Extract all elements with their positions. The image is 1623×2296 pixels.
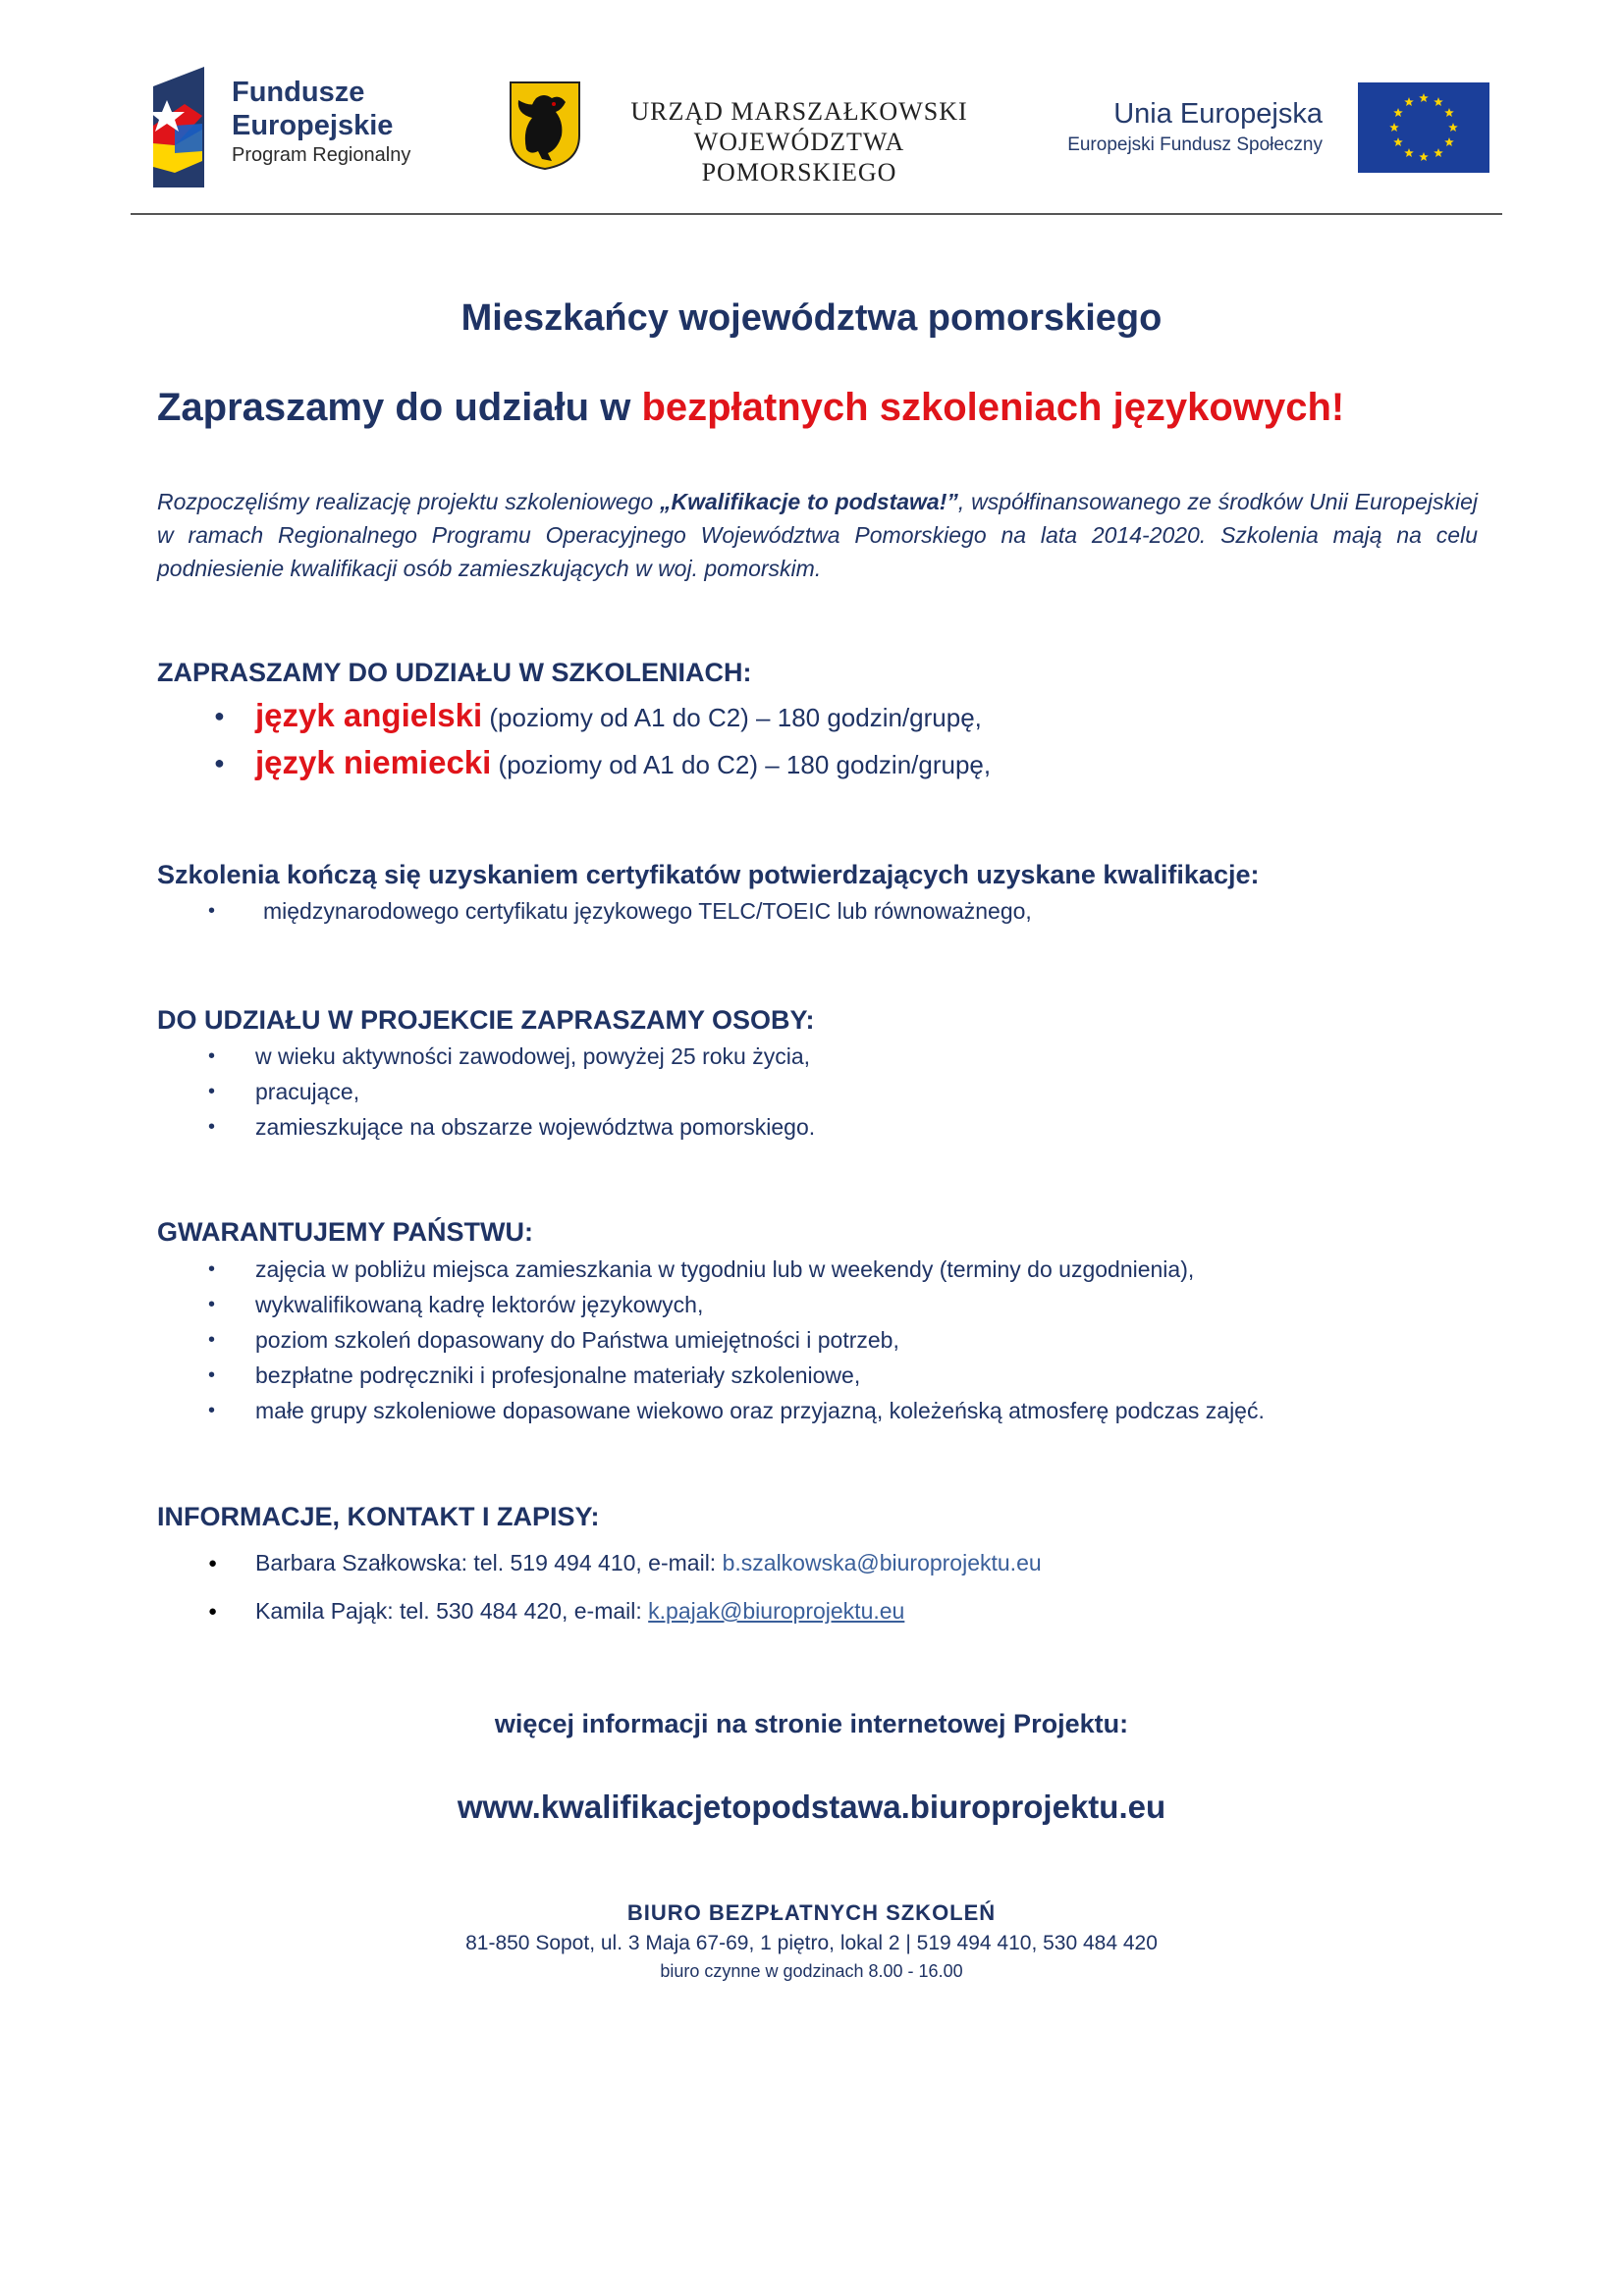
subtitle-highlight: bezpłatnych szkoleniach językowych! [641, 386, 1345, 429]
fe-flag-icon [145, 65, 224, 187]
footer [0, 1897, 1623, 1984]
footer-address: 81-850 Sopot, ul. 3 Maja 67-69, 1 piętro, lokal 2 | 519 494 410, 530 484 420 [465, 1932, 1158, 1954]
contact-text: Kamila Pająk: tel. 530 484 420, e-mail: [255, 1598, 649, 1624]
course-name: język angielski [255, 697, 483, 733]
certificates-list [157, 893, 1032, 929]
fe-logo-line1: Fundusze [232, 77, 365, 108]
page-header [0, 0, 1623, 226]
intro-paragraph [157, 485, 1478, 585]
fe-logo-line3: Program Regionalny [232, 144, 411, 166]
list-item: • pracujące, [157, 1074, 815, 1109]
eligibility-heading: DO UDZIAŁU W PROJEKCIE ZAPRASZAMY OSOBY: [157, 1005, 815, 1035]
list-item [157, 1587, 1042, 1635]
page-title: Mieszkańcy województwa pomorskiego [460, 297, 1163, 339]
intro-part1: Rozpoczęliśmy realizację projektu szkoleniowego [157, 489, 660, 514]
more-info-text: więcej informacji na stronie internetowej Projektu: [494, 1709, 1129, 1738]
contact-list [157, 1539, 1042, 1635]
list-item [157, 693, 991, 740]
eu-logo-line2: Europejski Fundusz Społeczny [1067, 133, 1323, 155]
contact-text: Barbara Szałkowska: tel. 519 494 410, e-mail: [255, 1550, 723, 1575]
list-item: • poziom szkoleń dopasowany do Państwa umiejętności i potrzeb, [157, 1322, 1265, 1358]
um-logo-line1: URZĄD MARSZAŁKOWSKI [630, 97, 968, 126]
website-link[interactable]: www.kwalifikacjetopodstawa.biuroprojektu.eu [457, 1789, 1166, 1825]
eu-logo-line1: Unia Europejska [1113, 98, 1323, 130]
email-link[interactable]: b.szalkowska@biuroprojektu.eu [722, 1550, 1042, 1575]
guarantees-heading: GWARANTUJEMY PAŃSTWU: [157, 1217, 533, 1247]
course-detail: (poziomy od A1 do C2) – 180 godzin/grupę, [491, 750, 992, 779]
griffin-crest-icon [509, 80, 581, 171]
fe-logo-line2: Europejskie [232, 110, 394, 141]
header-divider [131, 213, 1502, 215]
eligibility-list [157, 1039, 815, 1145]
page-subtitle [157, 386, 1344, 430]
list-item [157, 1539, 1042, 1587]
fundusze-europejskie-logo [145, 65, 440, 187]
guarantees-list [157, 1252, 1265, 1428]
subtitle-prefix: Zapraszamy do udziału w [157, 386, 642, 429]
courses-list [157, 693, 991, 787]
certificates-heading: Szkolenia kończą się uzyskaniem certyfikatów potwierdzających uzyskane kwalifikacje: [157, 860, 1260, 889]
list-item: • małe grupy szkoleniowe dopasowane wiekowo oraz przyjazną, koleżeńską atmosferę podczas zajęć. [157, 1393, 1265, 1428]
list-item [157, 740, 991, 787]
contact-heading: INFORMACJE, KONTAKT I ZAPISY: [157, 1502, 600, 1531]
eu-flag-icon [1358, 82, 1489, 173]
list-item: • zajęcia w pobliżu miejsca zamieszkania w tygodniu lub w weekendy (terminy do uzgodnienia), [157, 1252, 1265, 1287]
list-item: • zamieszkujące na obszarze województwa pomorskiego. [157, 1109, 815, 1145]
list-item: • w wieku aktywności zawodowej, powyżej 25 roku życia, [157, 1039, 815, 1074]
course-name: język niemiecki [255, 744, 492, 780]
intro-project-name: „Kwalifikacje to podstawa!” [660, 489, 958, 514]
list-item: • bezpłatne podręczniki i profesjonalne materiały szkoleniowe, [157, 1358, 1265, 1393]
courses-heading: ZAPRASZAMY DO UDZIAŁU W SZKOLENIACH: [157, 658, 752, 687]
footer-office: BIURO BEZPŁATNYCH SZKOLEŃ [626, 1900, 997, 1925]
course-detail: (poziomy od A1 do C2) – 180 godzin/grupę, [482, 703, 982, 732]
um-logo-line2: WOJEWÓDZTWA POMORSKIEGO [693, 128, 905, 187]
footer-hours: biuro czynne w godzinach 8.00 - 16.00 [660, 1961, 963, 1981]
email-link[interactable]: k.pajak@biuroprojektu.eu [648, 1598, 905, 1624]
unia-europejska-logo [1053, 82, 1489, 175]
urzad-marszalkowski-logo [509, 80, 1000, 187]
list-item: • wykwalifikowaną kadrę lektorów językowych, [157, 1287, 1265, 1322]
list-item: • międzynarodowego certyfikatu językowego TELC/TOEIC lub równoważnego, [157, 893, 1032, 929]
intro-part2: , współfinansowanego ze środków Unii Europejskiej w ramach Regionalnego Programu Operacyjnego Województwa Pomorskiego na lata 2014-2020. Szkolenia mają na celu podniesienie kwalifikacji osób zamieszkujących w woj. pomorskim. [157, 489, 1478, 581]
